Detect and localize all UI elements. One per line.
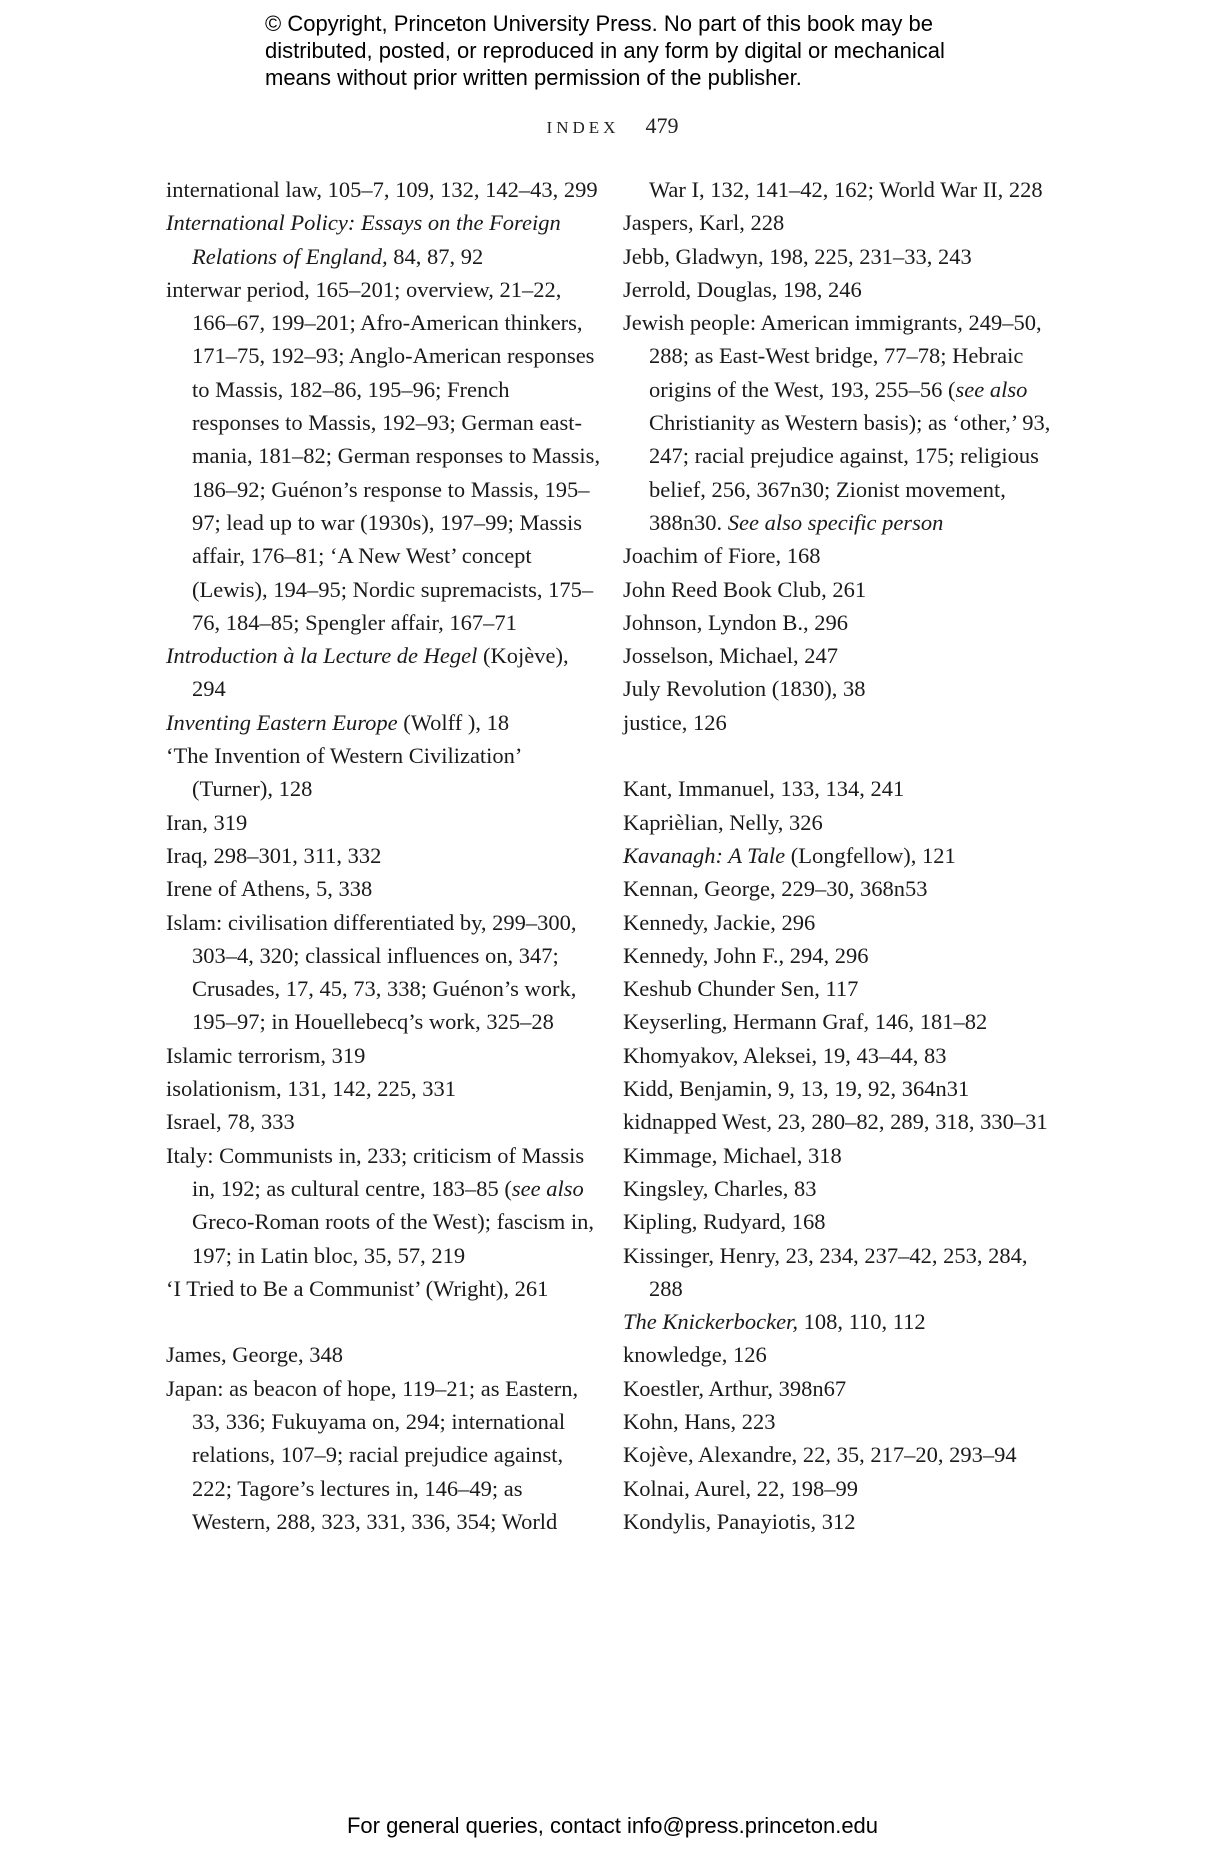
index-entry: Islam: civilisation differentiated by, 299–300, 303–4, 320; classical influences on, 347; Crusades, 17, 45, 73, 338; Guénon’s work, 195–97; in Houellebecq’s work, 325–28 — [166, 909, 577, 1035]
index-entry: Irene of Athens, 5, 338 — [166, 876, 373, 902]
index-entry: Jaspers, Karl, 228 — [623, 210, 785, 236]
entry-title: The Knickerbocker, — [623, 1309, 798, 1335]
index-entry: Koestler, Arthur, 398n67 — [623, 1375, 847, 1401]
index-entry — [166, 1139, 601, 1272]
index-entry — [166, 706, 601, 739]
index-entry: Kant, Immanuel, 133, 134, 241 — [623, 776, 905, 802]
copyright-line: means without prior written permission of the publisher. — [265, 65, 802, 90]
index-entry: knowledge, 126 — [623, 1342, 767, 1368]
index-entry: Japan: as beacon of hope, 119–21; as Eastern, 33, 336; Fukuyama on, 294; international relations, 107–9; racial prejudice against, 222; Tagore’s lectures in, 146–49; as Western, 288, 323, 331, 336, 354; World — [166, 1375, 579, 1534]
entry-title: International Policy: Essays on the Foreign Relations of England, — [166, 210, 561, 269]
index-entry: isolationism, 131, 142, 225, 331 — [166, 1076, 457, 1102]
copyright-line: © Copyright, Princeton University Press. No part of this book may be — [265, 11, 933, 36]
footer-contact: For general queries, contact info@press.princeton.edu — [346, 1813, 879, 1838]
index-entry: Kojève, Alexandre, 22, 35, 217–20, 293–94 — [623, 1442, 1017, 1468]
entry-text: Jewish people: American immigrants, 249–50, 288; as East-West bridge, 77–78; Hebraic origins of the West, 193, 255–56 ( — [623, 310, 1042, 402]
index-entry: Kissinger, Henry, 23, 234, 237–42, 253, 284, 288 — [623, 1242, 1028, 1301]
index-entry: Iran, 319 — [166, 809, 248, 835]
index-entry: Kipling, Rudyard, 168 — [623, 1209, 826, 1235]
index-entry: Iraq, 298–301, 311, 332 — [166, 842, 382, 868]
index-entry: Josselson, Michael, 247 — [623, 643, 838, 669]
index-entry: Kolnai, Aurel, 22, 198–99 — [623, 1475, 858, 1501]
index-entry: kidnapped West, 23, 280–82, 289, 318, 330–31 — [623, 1109, 1048, 1135]
index-entry: ‘I Tried to Be a Communist’ (Wright), 261 — [166, 1275, 549, 1301]
index-entry — [623, 839, 1058, 872]
index-entry: Joachim of Fiore, 168 — [623, 543, 821, 569]
entry-pages: 108, 110, 112 — [797, 1309, 926, 1335]
letter-section-break — [166, 1305, 601, 1338]
index-column-right — [623, 173, 1058, 1538]
letter-section-break — [623, 739, 1058, 772]
index-entry: Johnson, Lyndon B., 296 — [623, 609, 849, 635]
index-entry: Kidd, Benjamin, 9, 13, 19, 92, 364n31 — [623, 1076, 970, 1102]
index-column-left — [166, 173, 601, 1538]
index-entry: Kingsley, Charles, 83 — [623, 1175, 817, 1201]
cross-reference: See also specific person — [727, 509, 944, 535]
cross-reference: see also — [955, 376, 1028, 402]
cross-reference: see also — [511, 1175, 584, 1201]
entry-title: Kavanagh: A Tale — [623, 842, 786, 868]
entry-text: Christianity as Western basis); as ‘other,’ 93, 247; racial prejudice against, 175; religious belief, 256, 367n30; Zionist movement, 388n30. — [649, 410, 1051, 535]
index-entry: ‘The Invention of Western Civilization’ (Turner), 128 — [166, 743, 521, 802]
index-entry: Jebb, Gladwyn, 198, 225, 231–33, 243 — [623, 243, 972, 269]
index-entry: Israel, 78, 333 — [166, 1109, 295, 1135]
entry-title: Inventing Eastern Europe — [166, 709, 398, 735]
index-entry: Kennedy, Jackie, 296 — [623, 909, 816, 935]
index-entry — [623, 306, 1058, 539]
index-entry: Kaprièlian, Nelly, 326 — [623, 809, 823, 835]
index-entry: Khomyakov, Aleksei, 19, 43–44, 83 — [623, 1042, 947, 1068]
index-entry: John Reed Book Club, 261 — [623, 576, 867, 602]
running-head — [0, 113, 1225, 139]
index-entry: Keshub Chunder Sen, 117 — [623, 976, 859, 1002]
entry-pages: (Kojève), 294 — [192, 643, 569, 702]
running-head-title: INDEX — [546, 118, 620, 137]
index-entry: James, George, 348 — [166, 1342, 344, 1368]
entry-pages: 84, 87, 92 — [387, 243, 484, 269]
entry-pages: (Wolff ), 18 — [397, 709, 510, 735]
index-entry: Islamic terrorism, 319 — [166, 1042, 366, 1068]
index-entry: international law, 105–7, 109, 132, 142–43, 299 — [166, 177, 598, 202]
entry-title: Introduction à la Lecture de Hegel — [166, 643, 478, 669]
index-entry: Kohn, Hans, 223 — [623, 1408, 776, 1434]
index-entry: Kennedy, John F., 294, 296 — [623, 942, 869, 968]
index-entry-continuation: War I, 132, 141–42, 162; World War II, 228 — [649, 177, 1043, 202]
index-entry: Kimmage, Michael, 318 — [623, 1142, 842, 1168]
entry-text: Greco-Roman roots of the West); fascism in, 197; in Latin bloc, 35, 57, 219 — [192, 1209, 595, 1268]
page-number: 479 — [645, 113, 679, 138]
index-entry — [623, 1305, 1058, 1338]
index-entry: July Revolution (1830), 38 — [623, 676, 866, 702]
index-entry: justice, 126 — [623, 709, 727, 735]
index-entry — [166, 206, 601, 273]
copyright-line: distributed, posted, or reproduced in any form by digital or mechanical — [265, 38, 945, 63]
index-entry: Keyserling, Hermann Graf, 146, 181–82 — [623, 1009, 988, 1035]
entry-pages: (Longfellow), 121 — [785, 842, 956, 868]
index-entry: Kondylis, Panayiotis, 312 — [623, 1508, 856, 1534]
copyright-notice — [265, 10, 1025, 91]
entry-text: Italy: Communists in, 233; criticism of Massis in, 192; as cultural centre, 183–85 ( — [166, 1142, 585, 1201]
index-entry: interwar period, 165–201; overview, 21–22, 166–67, 199–201; Afro-American thinkers, 171–75, 192–93; Anglo-American responses to Massis, 182–86, 195–96; French responses to Massis, 192–93; German east-mania, 181–82; German responses to Massis, 186–92; Guénon’s response to Massis, 195–97; lead up to war (1930s), 197–99; Massis affair, 176–81; ‘A New West’ concept (Lewis), 194–95; Nordic supremacists, 175–76, 184–85; Spengler affair, 167–71 — [166, 276, 601, 635]
index-entry: Kennan, George, 229–30, 368n53 — [623, 876, 928, 902]
index-entry: Jerrold, Douglas, 198, 246 — [623, 276, 862, 302]
index-entry — [166, 639, 601, 706]
